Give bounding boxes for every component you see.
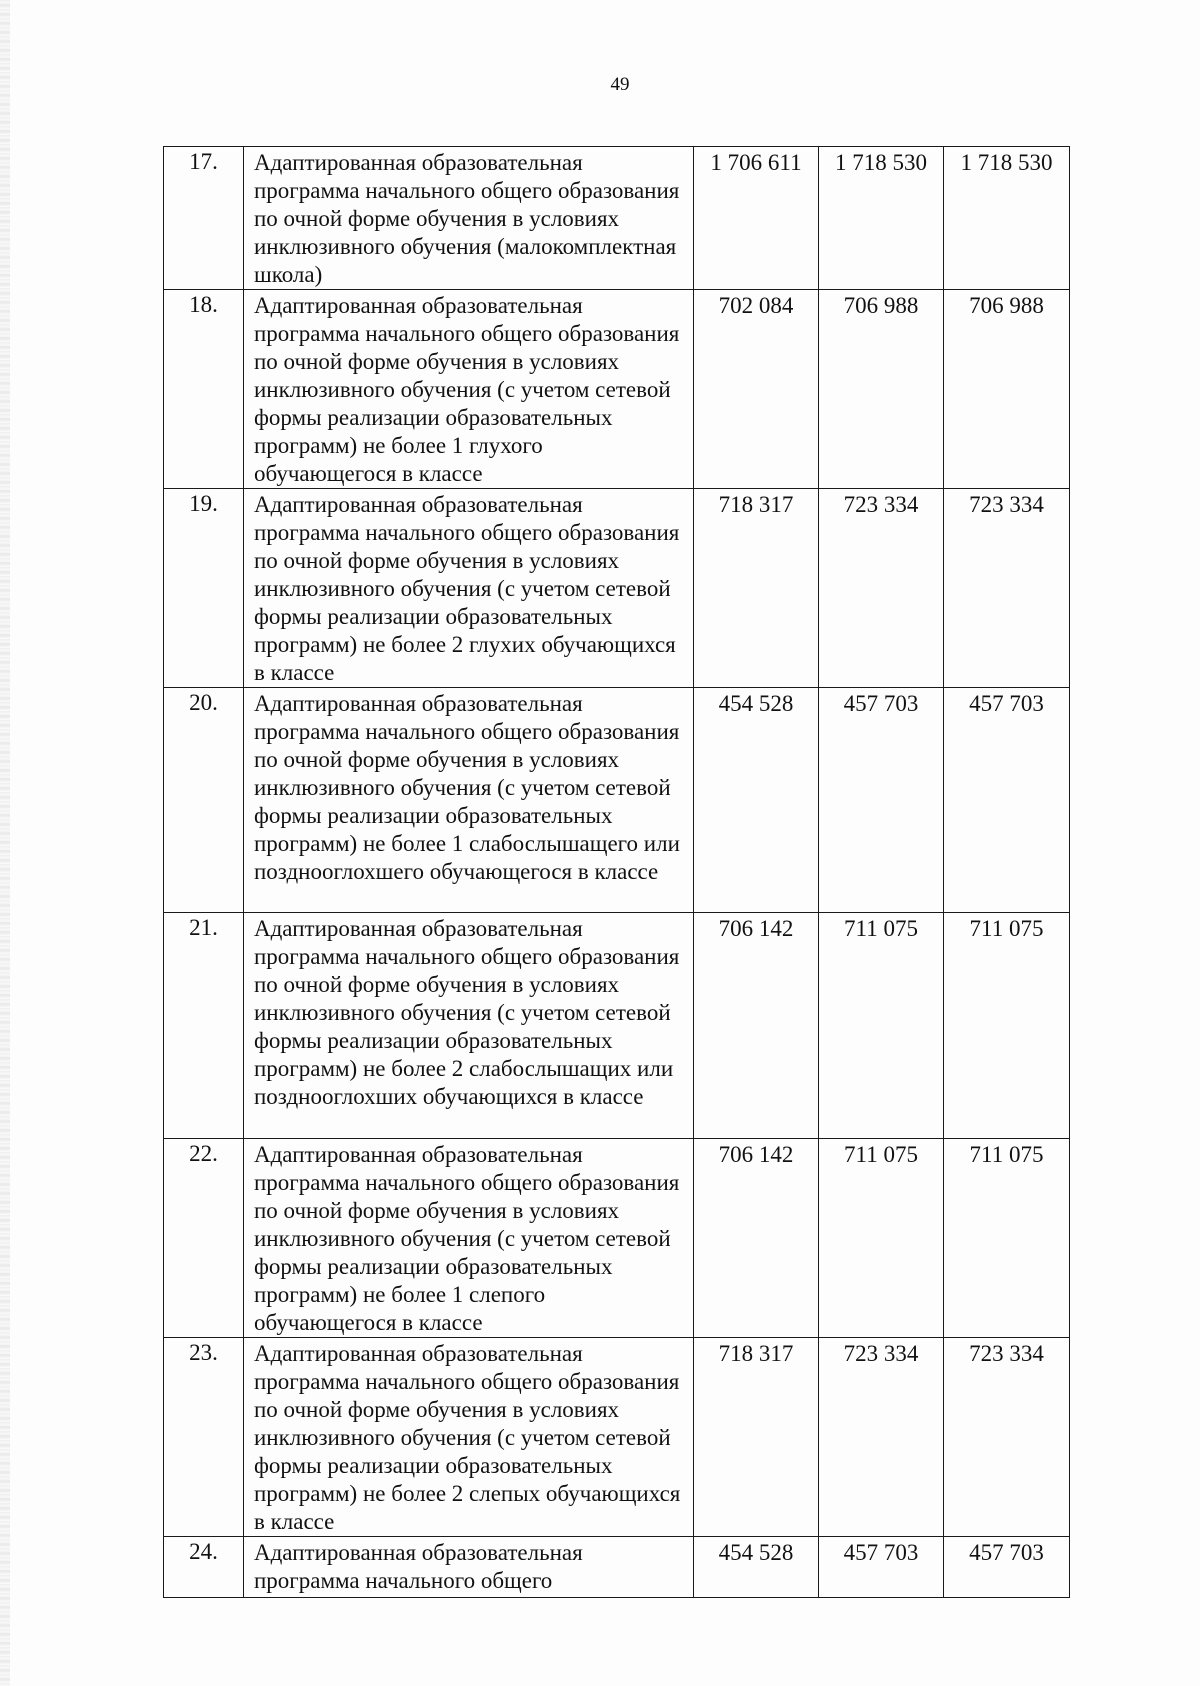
value-1: 718 317 (718, 492, 794, 517)
tariff-table (163, 146, 1070, 1598)
value-cell-2 (819, 147, 944, 290)
value-3: 711 075 (969, 916, 1044, 941)
program-description: Адаптированная образовательная программа начального общего образования по очной форме обучения в условиях инклюзивного обучения (с учетом сетевой формы реализации образовательных программ) не более 2 слепых обучающихся в классе (244, 1338, 694, 1537)
value-3: 1 718 530 (960, 150, 1053, 175)
value-cell-1 (694, 1338, 819, 1537)
value-cell-2 (819, 290, 944, 489)
table-row (164, 688, 1070, 913)
table-row (164, 1338, 1070, 1537)
value-cell-2 (819, 913, 944, 1139)
value-cell-1 (694, 1537, 819, 1598)
value-cell-3 (944, 1139, 1070, 1338)
row-number-cell (164, 913, 244, 1139)
value-3: 723 334 (969, 1341, 1044, 1366)
value-1: 706 142 (718, 916, 794, 941)
value-1: 1 706 611 (710, 150, 802, 175)
value-1: 454 528 (718, 691, 794, 716)
row-number: 19. (189, 491, 218, 516)
value-3: 723 334 (969, 492, 1044, 517)
program-description: Адаптированная образовательная программа начального общего образования по очной форме обучения в условиях инклюзивного обучения (с учетом сетевой формы реализации образовательных программ) не более 2 слабослышащих или позднооглохших обучающихся в классе (244, 913, 694, 1139)
row-number-cell (164, 1537, 244, 1598)
value-cell-1 (694, 147, 819, 290)
scan-edge (0, 0, 10, 1686)
table-row (164, 489, 1070, 688)
row-number-cell (164, 688, 244, 913)
program-description: Адаптированная образовательная программа начального общего (244, 1537, 694, 1598)
value-3: 457 703 (969, 1540, 1044, 1565)
value-3: 706 988 (969, 293, 1044, 318)
value-cell-3 (944, 290, 1070, 489)
value-1: 706 142 (718, 1142, 794, 1167)
value-2: 457 703 (843, 1540, 919, 1565)
value-cell-2 (819, 489, 944, 688)
row-number: 23. (189, 1340, 218, 1365)
value-3: 457 703 (969, 691, 1044, 716)
value-2: 457 703 (843, 691, 919, 716)
value-1: 702 084 (718, 293, 794, 318)
table-row (164, 913, 1070, 1139)
value-2: 723 334 (843, 1341, 919, 1366)
value-cell-2 (819, 1338, 944, 1537)
program-description: Адаптированная образовательная программа начального общего образования по очной форме обучения в условиях инклюзивного обучения (с учетом сетевой формы реализации образовательных программ) не более 1 слабослышащего или позднооглохшего обучающегося в классе (244, 688, 694, 913)
value-2: 711 075 (844, 1142, 918, 1167)
program-description: Адаптированная образовательная программа начального общего образования по очной форме обучения в условиях инклюзивного обучения (малокомплектная школа) (244, 147, 694, 290)
row-number-cell (164, 290, 244, 489)
value-2: 711 075 (844, 916, 918, 941)
row-number: 20. (189, 690, 218, 715)
table-row (164, 290, 1070, 489)
value-cell-1 (694, 489, 819, 688)
value-cell-2 (819, 1537, 944, 1598)
page-number: 49 (610, 74, 630, 95)
value-cell-1 (694, 290, 819, 489)
value-2: 706 988 (843, 293, 919, 318)
value-cell-1 (694, 1139, 819, 1338)
value-cell-3 (944, 1338, 1070, 1537)
row-number: 21. (189, 915, 218, 940)
program-description: Адаптированная образовательная программа начального общего образования по очной форме обучения в условиях инклюзивного обучения (с учетом сетевой формы реализации образовательных программ) не более 1 глухого обучающегося в классе (244, 290, 694, 489)
value-cell-2 (819, 688, 944, 913)
value-1: 454 528 (718, 1540, 794, 1565)
value-cell-3 (944, 688, 1070, 913)
row-number: 18. (189, 292, 218, 317)
row-number-cell (164, 1139, 244, 1338)
value-cell-3 (944, 489, 1070, 688)
value-1: 718 317 (718, 1341, 794, 1366)
value-2: 1 718 530 (835, 150, 927, 175)
value-cell-2 (819, 1139, 944, 1338)
row-number: 24. (189, 1539, 218, 1564)
value-cell-1 (694, 913, 819, 1139)
value-cell-3 (944, 1537, 1070, 1598)
row-number-cell (164, 147, 244, 290)
table-row (164, 1139, 1070, 1338)
program-description: Адаптированная образовательная программа начального общего образования по очной форме обучения в условиях инклюзивного обучения (с учетом сетевой формы реализации образовательных программ) не более 2 глухих обучающихся в классе (244, 489, 694, 688)
value-cell-1 (694, 688, 819, 913)
value-2: 723 334 (843, 492, 919, 517)
row-number-cell (164, 1338, 244, 1537)
value-cell-3 (944, 913, 1070, 1139)
value-3: 711 075 (969, 1142, 1044, 1167)
value-cell-3 (944, 147, 1070, 290)
row-number: 17. (189, 149, 218, 174)
program-description: Адаптированная образовательная программа начального общего образования по очной форме обучения в условиях инклюзивного обучения (с учетом сетевой формы реализации образовательных программ) не более 1 слепого обучающегося в классе (244, 1139, 694, 1338)
row-number-cell (164, 489, 244, 688)
table-row (164, 1537, 1070, 1598)
table-row (164, 147, 1070, 290)
row-number: 22. (189, 1141, 218, 1166)
